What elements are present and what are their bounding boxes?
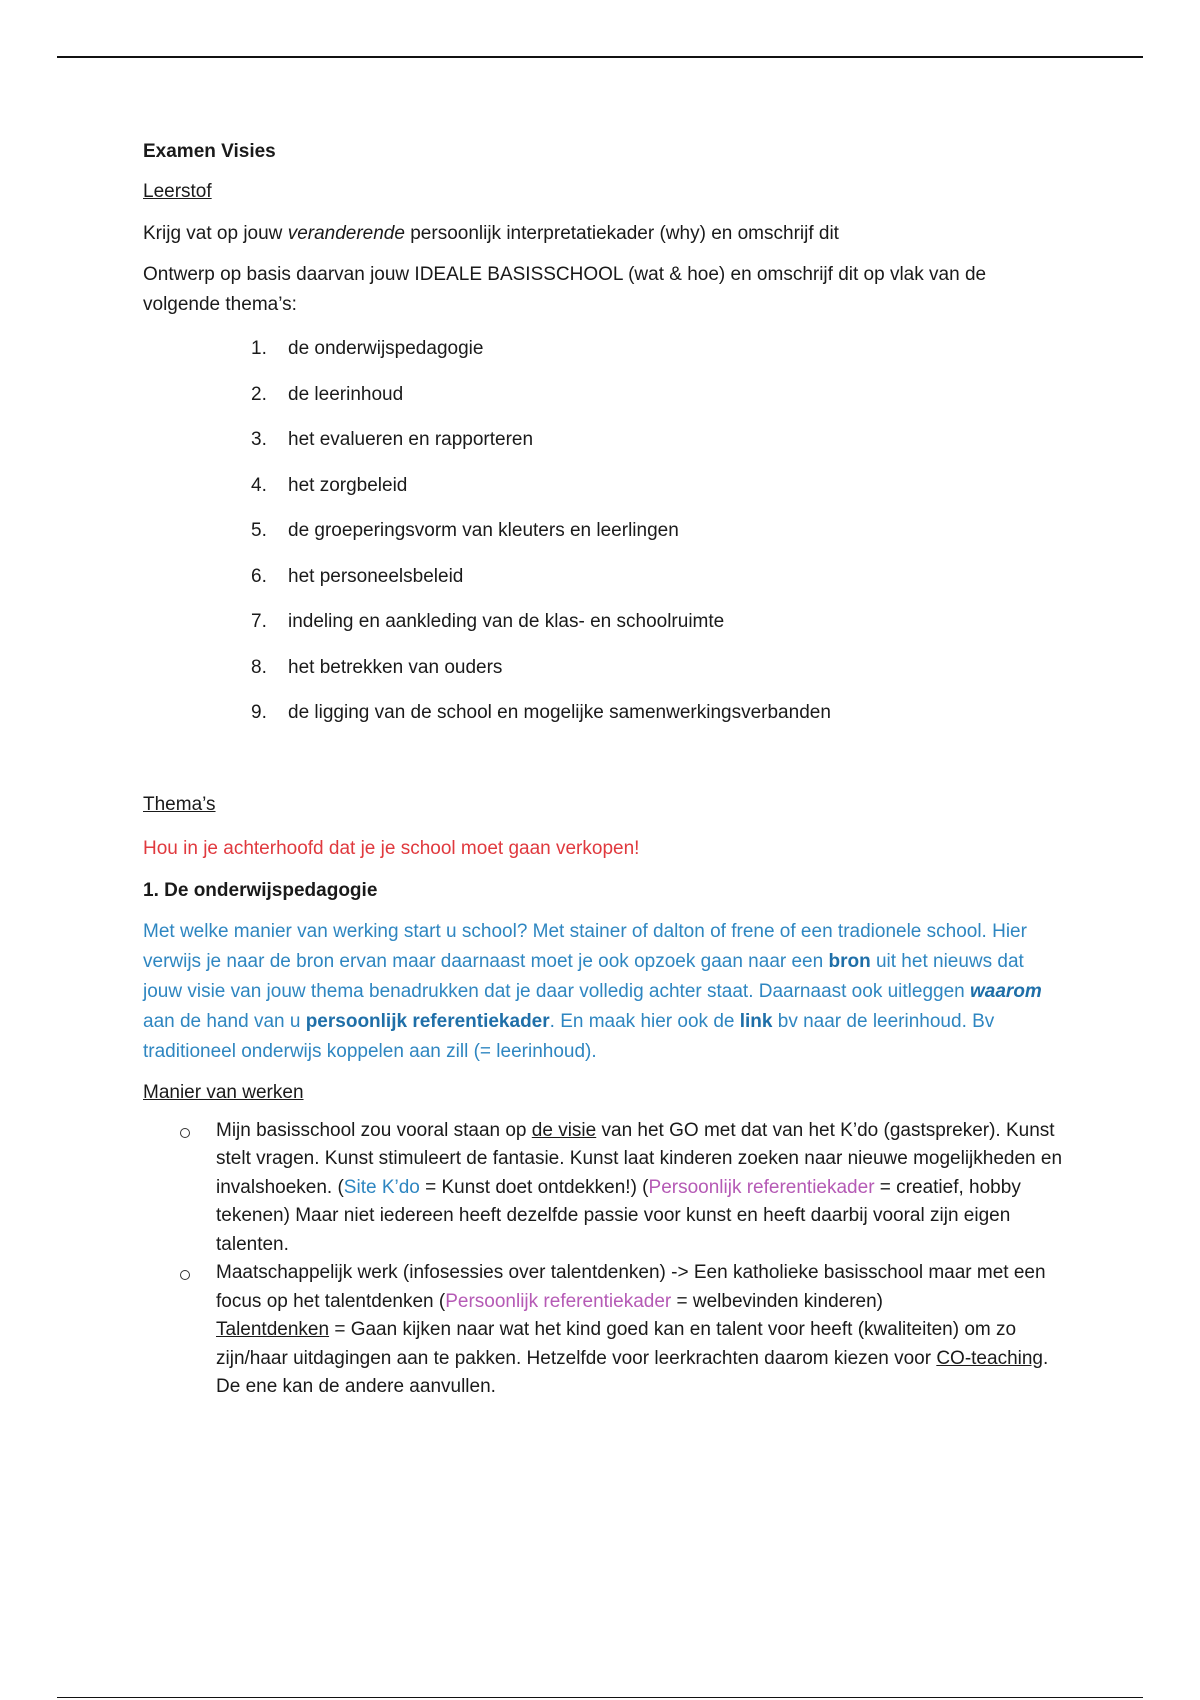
design-line: Ontwerp op basis daarvan jouw IDEALE BASISSCHOOL (wat & hoe) en omschrijf dit op vlak van de volgende thema’s: [143, 264, 987, 315]
leerstof-heading: Leerstof [143, 181, 212, 202]
document-title: Examen Visies [143, 141, 276, 162]
reminder-text: Hou in je achterhoofd dat je je school moet gaan verkopen! [143, 837, 640, 859]
list-item: 6. het personeelsbeleid [251, 565, 464, 587]
intro-line [143, 222, 1063, 246]
list-item: 1. de onderwijspedagogie [251, 338, 484, 359]
list-item: 2. de leerinhoud [251, 383, 404, 405]
themes-list [143, 337, 1063, 747]
document-page [143, 140, 1063, 1402]
intro-post: persoonlijk interpretatiekader (why) en omschrijf dit [404, 223, 839, 244]
themas-heading: Thema’s [143, 793, 216, 815]
list-item: 5. de groeperingsvorm van kleuters en leerlingen [251, 520, 679, 541]
list-item: 9. de ligging van de school en mogelijke samenwerkingsverbanden [251, 702, 831, 723]
list-item: 3. het evalueren en rapporteren [251, 429, 534, 450]
intro-pre: Krijg vat op jouw [143, 223, 288, 244]
site-kdo-link[interactable]: Site K’do [343, 1176, 420, 1198]
bullet-list [143, 1117, 1063, 1402]
bullet-circle-icon [180, 1270, 190, 1280]
header-rule [57, 56, 1143, 58]
section1-title: 1. De onderwijspedagogie [143, 879, 378, 901]
manier-heading: Manier van werken [143, 1081, 304, 1103]
footer-rule [57, 1697, 1143, 1698]
list-item: 7. indeling en aankleding van de klas- en schoolruimte [251, 611, 725, 632]
instruction-text: Met welke manier van werking start u school? Met stainer of dalton of frene of een tradionele school. Hier verwijs je naar de bron ervan maar daarnaast moet je ook opzoek gaan naar een bron uit het nieuws dat jouw visie van jouw thema benadrukken dat je daar volledig achter staat. Daarnaast ook uitleggen waarom aan de hand van u persoonlijk referentiekader. En maak hier ook de link bv naar de leerinhoud. Bv traditioneel onderwijs koppelen aan zill (= leerinhoud). [143, 920, 1042, 1062]
bullet-circle-icon [180, 1128, 190, 1138]
list-item: Maatschappelijk werk (infosessies over talentdenken) -> Een katholieke basisschool maar met een focus op het talentdenken (Persoonlijk referentiekader = welbevinden kinderen) Talentdenken = Gaan kijken naar wat het kind goed kan en talent voor heeft (kwaliteiten) om zo zijn/haar uitdagingen aan te pakken. Hetzelfde voor leerkrachten daarom kiezen voor CO-teaching. De ene kan de andere aanvullen. [143, 1259, 1063, 1402]
intro-emphasis: veranderende [287, 223, 405, 244]
list-item: Mijn basisschool zou vooral staan op de visie van het GO met dat van het K’do (gastspreker). Kunst stelt vragen. Kunst stimuleert de fantasie. Kunst laat kinderen zoeken naar nieuwe mogelijkheden en invalshoeken. (Site K’do = Kunst doet ontdekken!) (Persoonlijk referentiekader = creatief, hobby tekenen) Maar niet iedereen heeft dezelfde passie voor kunst en heeft daarbij vooral zijn eigen talenten. [143, 1117, 1063, 1260]
list-item: 8. het betrekken van ouders [251, 656, 503, 678]
talentdenken-term: Talentdenken [216, 1319, 330, 1340]
list-item: 4. het zorgbeleid [251, 474, 408, 496]
